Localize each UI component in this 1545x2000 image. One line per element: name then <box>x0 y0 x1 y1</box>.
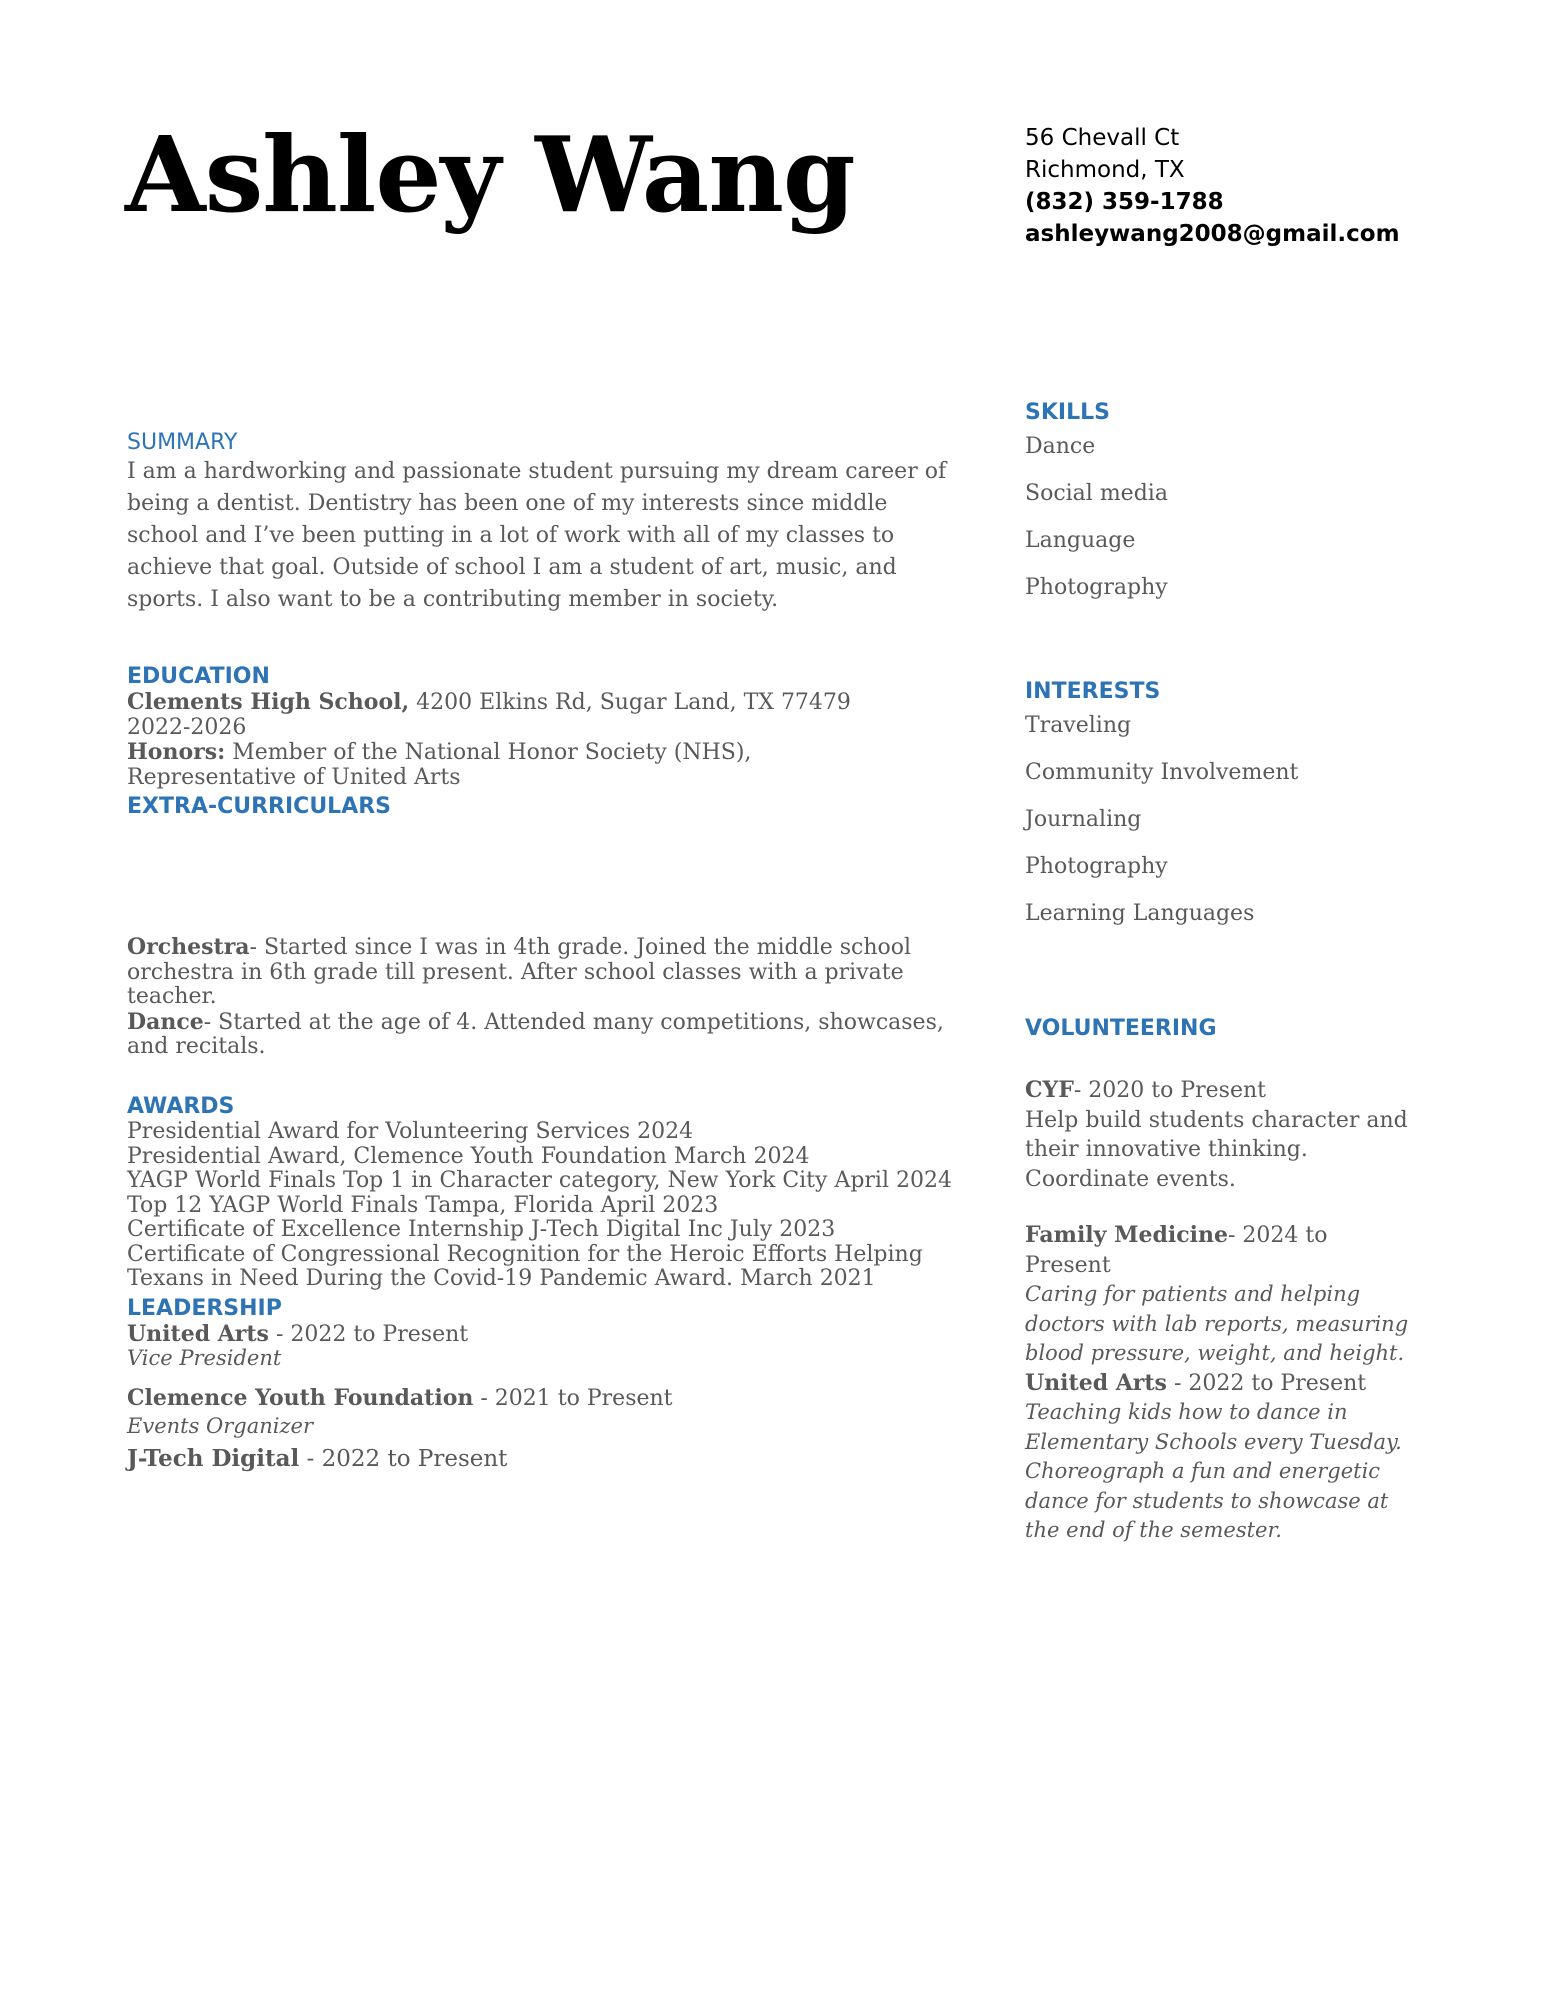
skills-heading: SKILLS <box>1025 400 1110 425</box>
education-school-line <box>127 690 927 716</box>
volunteering-org: CYF <box>1025 1077 1074 1103</box>
resume-name: Ashley Wang <box>125 113 855 236</box>
leadership-role: Events Organizer <box>127 1413 314 1438</box>
summary-heading: SUMMARY <box>127 430 238 455</box>
volunteering-item <box>1025 1076 1415 1194</box>
skill-item: Language <box>1025 528 1136 553</box>
awards-section <box>127 1094 997 1473</box>
volunteering-section <box>1025 1016 1415 1546</box>
interest-item: Learning Languages <box>1025 901 1255 926</box>
skills-section <box>1025 400 1425 622</box>
education-honors-label: Honors: <box>127 739 226 765</box>
contact-address-line2: Richmond, TX <box>1025 157 1185 183</box>
contact-email[interactable]: ashleywang2008@gmail.com <box>1025 221 1400 247</box>
education-section <box>127 664 927 820</box>
volunteering-org: Family Medicine <box>1025 1222 1228 1248</box>
skill-item: Social media <box>1025 481 1168 506</box>
award-item: Presidential Award for Volunteering Services 2024 <box>127 1119 694 1144</box>
award-item: Certificate of Congressional Recognition for the Heroic Efforts Helping Texans in Need During the Covid-19 Pandemic Award. March 2021 <box>127 1241 923 1291</box>
interest-item: Traveling <box>1025 713 1132 738</box>
education-honors <box>127 740 927 790</box>
volunteering-desc: Caring for patients and helping doctors with lab reports, measuring blood pressure, weight, and height. <box>1025 1282 1409 1365</box>
award-item: YAGP World Finals Top 1 in Character category, New York City April 2024 <box>127 1168 952 1193</box>
volunteering-item <box>1025 1221 1415 1369</box>
volunteering-dates: - 2020 to Present <box>1073 1078 1266 1103</box>
summary-text: I am a hardworking and passionate student pursuing my dream career of being a dentist. Dentistry has been one of my interests since middle school and I’ve been putting in a lot of work with all of my classes to achieve that goal. Outside of school I am a student of art, music, and sports. I also want to be a contributing member in society. <box>127 459 947 612</box>
extracurricular-text: - Started at the age of 4. Attended many competitions, showcases, and recitals. <box>127 1009 944 1059</box>
volunteering-dates: - 2022 to Present <box>1166 1370 1367 1396</box>
extracurriculars-heading: EXTRA-CURRICULARS <box>127 794 392 819</box>
leadership-dates: - 2021 to Present <box>473 1385 673 1411</box>
summary-section <box>127 430 947 616</box>
volunteering-item <box>1025 1369 1415 1546</box>
extracurriculars-list <box>127 935 987 1060</box>
leadership-dates: - 2022 to Present <box>268 1321 469 1347</box>
education-heading: EDUCATION <box>127 664 270 689</box>
volunteering-dates: - 2024 to Present <box>1025 1223 1328 1278</box>
award-item: Certificate of Excellence Internship J-Tech Digital Inc July 2023 <box>127 1217 836 1242</box>
extracurricular-item <box>127 935 987 1010</box>
extracurricular-text: - Started since I was in 4th grade. Joined the middle school orchestra in 6th grade till present. After school classes with a private teacher. <box>127 935 912 1009</box>
leadership-dates: - 2022 to Present <box>299 1445 508 1472</box>
leadership-org: J-Tech Digital <box>127 1444 300 1472</box>
leadership-org: Clemence Youth Foundation <box>127 1384 474 1411</box>
volunteering-desc: Teaching kids how to dance in Elementary Schools every Tuesday. Choreograph a fun and energetic dance for students to showcase at the end of the semester. <box>1025 1400 1402 1542</box>
leadership-item <box>127 1322 997 1370</box>
education-school-address: 4200 Elkins Rd, Sugar Land, TX 77479 <box>409 690 851 715</box>
education-honors-text: Member of the National Honor Society (NHS), Representative of United Arts <box>127 740 752 790</box>
education-years: 2022-2026 <box>127 714 247 740</box>
contact-block <box>1025 122 1400 250</box>
leadership-item <box>127 1445 997 1473</box>
leadership-org: United Arts <box>127 1320 269 1347</box>
extracurricular-item <box>127 1010 987 1060</box>
interest-item: Journaling <box>1025 807 1142 832</box>
extracurricular-title: Orchestra <box>127 934 250 960</box>
awards-heading: AWARDS <box>127 1094 235 1119</box>
interests-section <box>1025 679 1425 948</box>
interest-item: Community Involvement <box>1025 760 1299 785</box>
leadership-role: Vice President <box>127 1345 282 1370</box>
skill-item: Photography <box>1025 575 1168 600</box>
award-item: Top 12 YAGP World Finals Tampa, Florida April 2023 <box>127 1192 719 1218</box>
award-item: Presidential Award, Clemence Youth Foundation March 2024 <box>127 1143 810 1169</box>
extracurricular-title: Dance <box>127 1008 204 1035</box>
volunteering-org: United Arts <box>1025 1369 1167 1396</box>
volunteering-desc: Help build students character and their innovative thinking. Coordinate events. <box>1025 1107 1408 1192</box>
interests-heading: INTERESTS <box>1025 679 1161 704</box>
volunteering-heading: VOLUNTEERING <box>1025 1016 1217 1041</box>
contact-phone: (832) 359-1788 <box>1025 189 1224 215</box>
contact-address-line1: 56 Chevall Ct <box>1025 125 1180 151</box>
education-school-name: Clements High School, <box>127 689 410 715</box>
interest-item: Photography <box>1025 854 1168 879</box>
leadership-heading: LEADERSHIP <box>127 1295 282 1321</box>
skill-item: Dance <box>1025 434 1096 459</box>
leadership-item <box>127 1384 997 1439</box>
